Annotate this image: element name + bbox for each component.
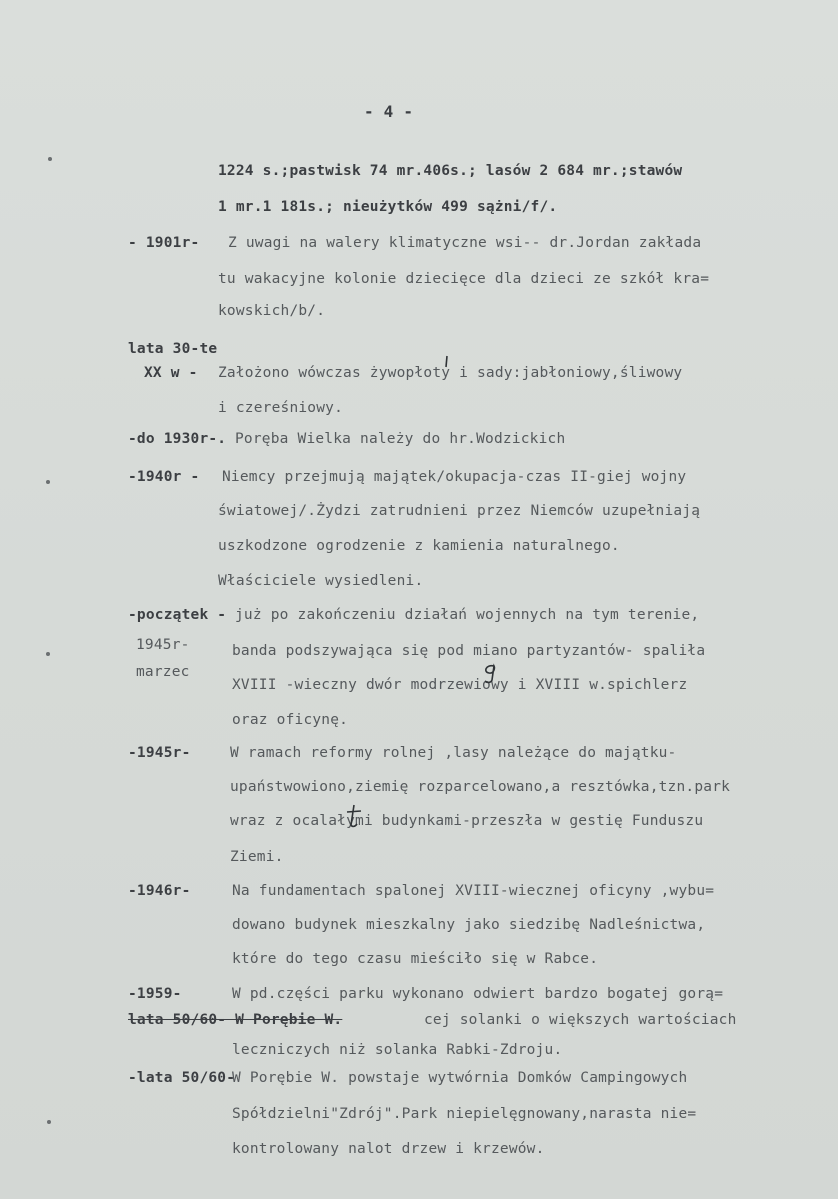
text-line: upaństwowiono,ziemię rozparcelowano,a resztówka,tzn.park [230,779,731,795]
text-line: oraz oficynę. [232,712,349,728]
text-line: dowano budynek mieszkalny jako siedzibę Nadleśnictwa, [232,917,706,933]
text-line: XVIII -wieczny dwór modrzewiowy i XVIII w.spichlerz [232,677,688,693]
handwritten-correction-mark [442,355,452,369]
text-line: cej solanki o większych wartościach [424,1012,737,1028]
punch-hole-mark [46,652,50,656]
text-line: kontrolowany nalot drzew i krzewów. [232,1141,545,1157]
entry-date: marzec [136,664,190,680]
text-line: W ramach reformy rolnej ,lasy należące do majątku- [230,745,677,761]
entry-date: -1959- [128,986,182,1002]
entry-date: -początek - [128,607,227,623]
text-line: wraz z ocalałymi budynkami-przeszła w gestię Funduszu [230,813,704,829]
punch-hole-mark [46,480,50,484]
text-line: światowej/.Żydzi zatrudnieni przez Niemców uzupełniają [218,503,701,519]
entry-date: -do 1930r-. [128,431,227,447]
text-line: tu wakacyjne kolonie dziecięce dla dzieci ze szkół kra= [218,271,710,287]
text-line: 1 mr.1 181s.; nieużytków 499 sążni/f/. [218,199,558,215]
text-line: Poręba Wielka należy do hr.Wodzickich [235,431,566,447]
handwritten-correction-mark [344,803,364,829]
entry-date: lata 30-te [128,341,218,357]
handwritten-correction-mark [480,662,500,684]
text-line: Z uwagi na walery klimatyczne wsi-- dr.Jordan zakłada [228,235,702,251]
text-line: Założono wówczas żywopłoty i sady:jabłoniowy,śliwowy [218,365,683,381]
entry-date: -1940r - [128,469,200,485]
entry-date: 1945r- [136,637,190,653]
text-line: kowskich/b/. [218,303,326,319]
text-line: które do tego czasu mieściło się w Rabce. [232,951,599,967]
text-line: leczniczych niż solanka Rabki-Zdroju. [232,1042,563,1058]
punch-hole-mark [48,157,52,161]
entry-date: XX w - [144,365,198,381]
text-line: 1224 s.;pastwisk 74 mr.406s.; lasów 2 684 mr.;stawów [218,163,683,179]
punch-hole-mark [47,1120,51,1124]
text-line: banda podszywająca się pod miano partyzantów- spaliła [232,643,706,659]
text-line: Na fundamentach spalonej XVIII-wiecznej oficyny ,wybu= [232,883,715,899]
struck-out-text: lata 50/60- W Porębie W. [128,1012,343,1028]
text-line: W pd.części parku wykonano odwiert bardzo bogatej gorą= [232,986,724,1002]
entry-date: - 1901r- [128,235,200,251]
entry-date: -1946r- [128,883,191,899]
text-line: W Porębie W. powstaje wytwórnia Domków Campingowych [232,1070,688,1086]
text-line: uszkodzone ogrodzenie z kamienia naturalnego. [218,538,620,554]
text-line: i czereśniowy. [218,400,344,416]
text-line: już po zakończeniu działań wojennych na tym terenie, [235,607,700,623]
page-number: - 4 - [364,102,414,121]
text-line: Ziemi. [230,849,284,865]
text-line: Właściciele wysiedleni. [218,573,424,589]
entry-date: -lata 50/60- [128,1070,236,1086]
text-line: Spółdzielni"Zdrój".Park niepielęgnowany,narasta nie= [232,1106,697,1122]
text-line: Niemcy przejmują majątek/okupacja-czas II-giej wojny [222,469,687,485]
entry-date: -1945r- [128,745,191,761]
